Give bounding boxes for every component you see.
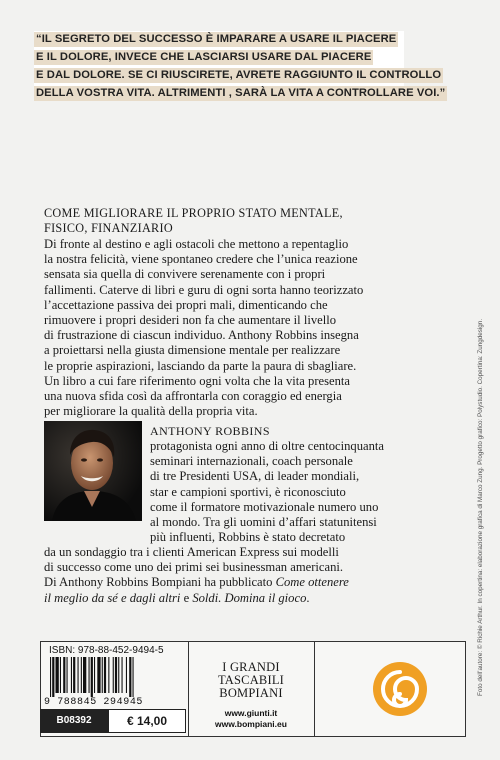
body-line: per migliorare la qualità della propria vita.	[44, 404, 258, 419]
bio-line: seminari internazionali, coach personale	[150, 454, 353, 469]
description-body	[44, 237, 363, 419]
barcode-bar	[108, 657, 109, 693]
quote-line: DELLA VOSTRA VITA. ALTRIMENTI , SARÀ LA VITA A CONTROLLARE VOI.”	[36, 87, 446, 99]
barcode-bar	[115, 657, 117, 693]
quote-line: E DAL DOLORE. SE CI RIUSCIRETE, AVRETE RAGGIUNTO IL CONTROLLO	[36, 69, 442, 81]
body-line: la nostra felicità, viene spontaneo credere che l’unica reazione	[44, 252, 358, 267]
barcode-bar	[83, 657, 86, 693]
barcode-number: 9 788845 294945	[44, 697, 144, 708]
body-line: le proprie aspirazioni, lasciando da parte la paura di sbagliare.	[44, 358, 357, 373]
barcode-bar	[118, 657, 119, 693]
author-bio-full	[44, 545, 349, 606]
quote-box	[34, 31, 446, 101]
barcode-bar	[122, 657, 123, 693]
bio-line: di tre Presidenti USA, di leader mondiali,	[150, 469, 360, 484]
barcode-bar	[129, 657, 131, 697]
series-line: TASCABILI	[217, 673, 285, 687]
bio-line: da un sondaggio tra i clienti American Express sui modelli	[44, 545, 339, 559]
barcode-bar	[73, 657, 75, 693]
publications-line: il meglio da sé e dagli altri e Soldi. Domina il gioco.	[44, 590, 310, 605]
bio-line: di successo come uno dei primi sei businessman americani.	[44, 560, 344, 575]
body-line: sensata sia quella di convivere serenamente con i propri	[44, 267, 326, 282]
barcode-bar	[113, 657, 114, 693]
barcode-bar	[56, 657, 59, 693]
quote-line: “IL SEGRETO DEL SUCCESSO È IMPARARE A USARE IL PIACERE	[36, 33, 397, 45]
bio-line: al mondo. Tra gli uomini d’affari statunitensi	[150, 515, 377, 530]
author-name: ANTHONY ROBBINS	[150, 424, 270, 438]
body-line: rimuovere i propri desideri non fa che aumentare il livello	[44, 313, 336, 328]
barcode	[46, 657, 176, 697]
website-link: www.giunti.it	[224, 708, 278, 718]
body-line: l’accettazione passiva dei propri mali, dimenticando che	[44, 297, 328, 312]
author-photo	[44, 421, 142, 521]
barcode-bar	[52, 657, 54, 697]
barcode-bar	[94, 657, 95, 693]
body-line: Un libro a cui fare riferimento ogni volta che la vita presenta	[44, 373, 350, 388]
body-line: di frustrazione di ciascun individuo. Anthony Robbins insegna	[44, 328, 359, 343]
barcode-bar	[102, 657, 103, 693]
bio-line: come il formatore motivazionale numero uno	[150, 499, 379, 514]
description-heading	[44, 206, 343, 236]
website-link: www.bompiani.eu	[215, 719, 287, 729]
barcode-bar	[91, 657, 93, 697]
product-code: B08392	[40, 709, 108, 733]
heading-line: FISICO, FINANZIARIO	[44, 221, 173, 235]
barcode-bar	[81, 657, 82, 693]
credits-vertical: Foto dell’autore: © Richie Arthur. In copertina: elaborazione grafica di Marco Zung. Progetto grafico: Polystudio. Copertina: Zungdesign.	[477, 318, 484, 696]
divider	[188, 641, 189, 737]
giunti-spiral-logo-icon	[371, 660, 429, 718]
body-line: a proiettarsi nella giusta dimensione mentale per realizzare	[44, 343, 341, 358]
bio-line: star e campioni sportivi, è riconosciuto	[150, 484, 346, 499]
barcode-bar	[71, 657, 72, 693]
body-line: Di fronte al destino e agli ostacoli che mettono a repentaglio	[44, 237, 349, 251]
barcode-bar	[50, 657, 51, 697]
barcode-bar	[63, 657, 65, 693]
isbn-label: ISBN: 978-88-452-9494-5	[49, 645, 164, 656]
barcode-bar	[67, 657, 68, 693]
barcode-bar	[104, 657, 106, 693]
barcode-bar	[126, 657, 127, 693]
series-line: I GRANDI	[222, 660, 280, 674]
price: € 14,00	[108, 709, 186, 733]
barcode-bar	[97, 657, 100, 693]
bio-line: protagonista ogni anno di oltre centocinquanta	[150, 439, 384, 453]
author-bio-side	[150, 439, 384, 545]
heading-line: COME MIGLIORARE IL PROPRIO STATO MENTALE,	[44, 206, 343, 220]
barcode-bar	[60, 657, 61, 693]
series-line: BOMPIANI	[219, 686, 283, 700]
publications-line: Di Anthony Robbins Bompiani ha pubblicato Come ottenere	[44, 575, 349, 590]
barcode-bar	[89, 657, 90, 693]
body-line: fallimenti. Caterve di libri e guru di ogni sorta hanno teorizzato	[44, 282, 364, 297]
body-line: una nuova sfida così da affrontarla con coraggio ed energia	[44, 389, 342, 404]
bio-line: più influenti, Robbins è stato decretato	[150, 530, 346, 545]
divider	[314, 641, 315, 737]
barcode-bar	[78, 657, 79, 693]
quote-line: E IL DOLORE, INVECE CHE LASCIARSI USARE DAL PIACERE	[36, 51, 372, 63]
barcode-bar	[133, 657, 134, 697]
